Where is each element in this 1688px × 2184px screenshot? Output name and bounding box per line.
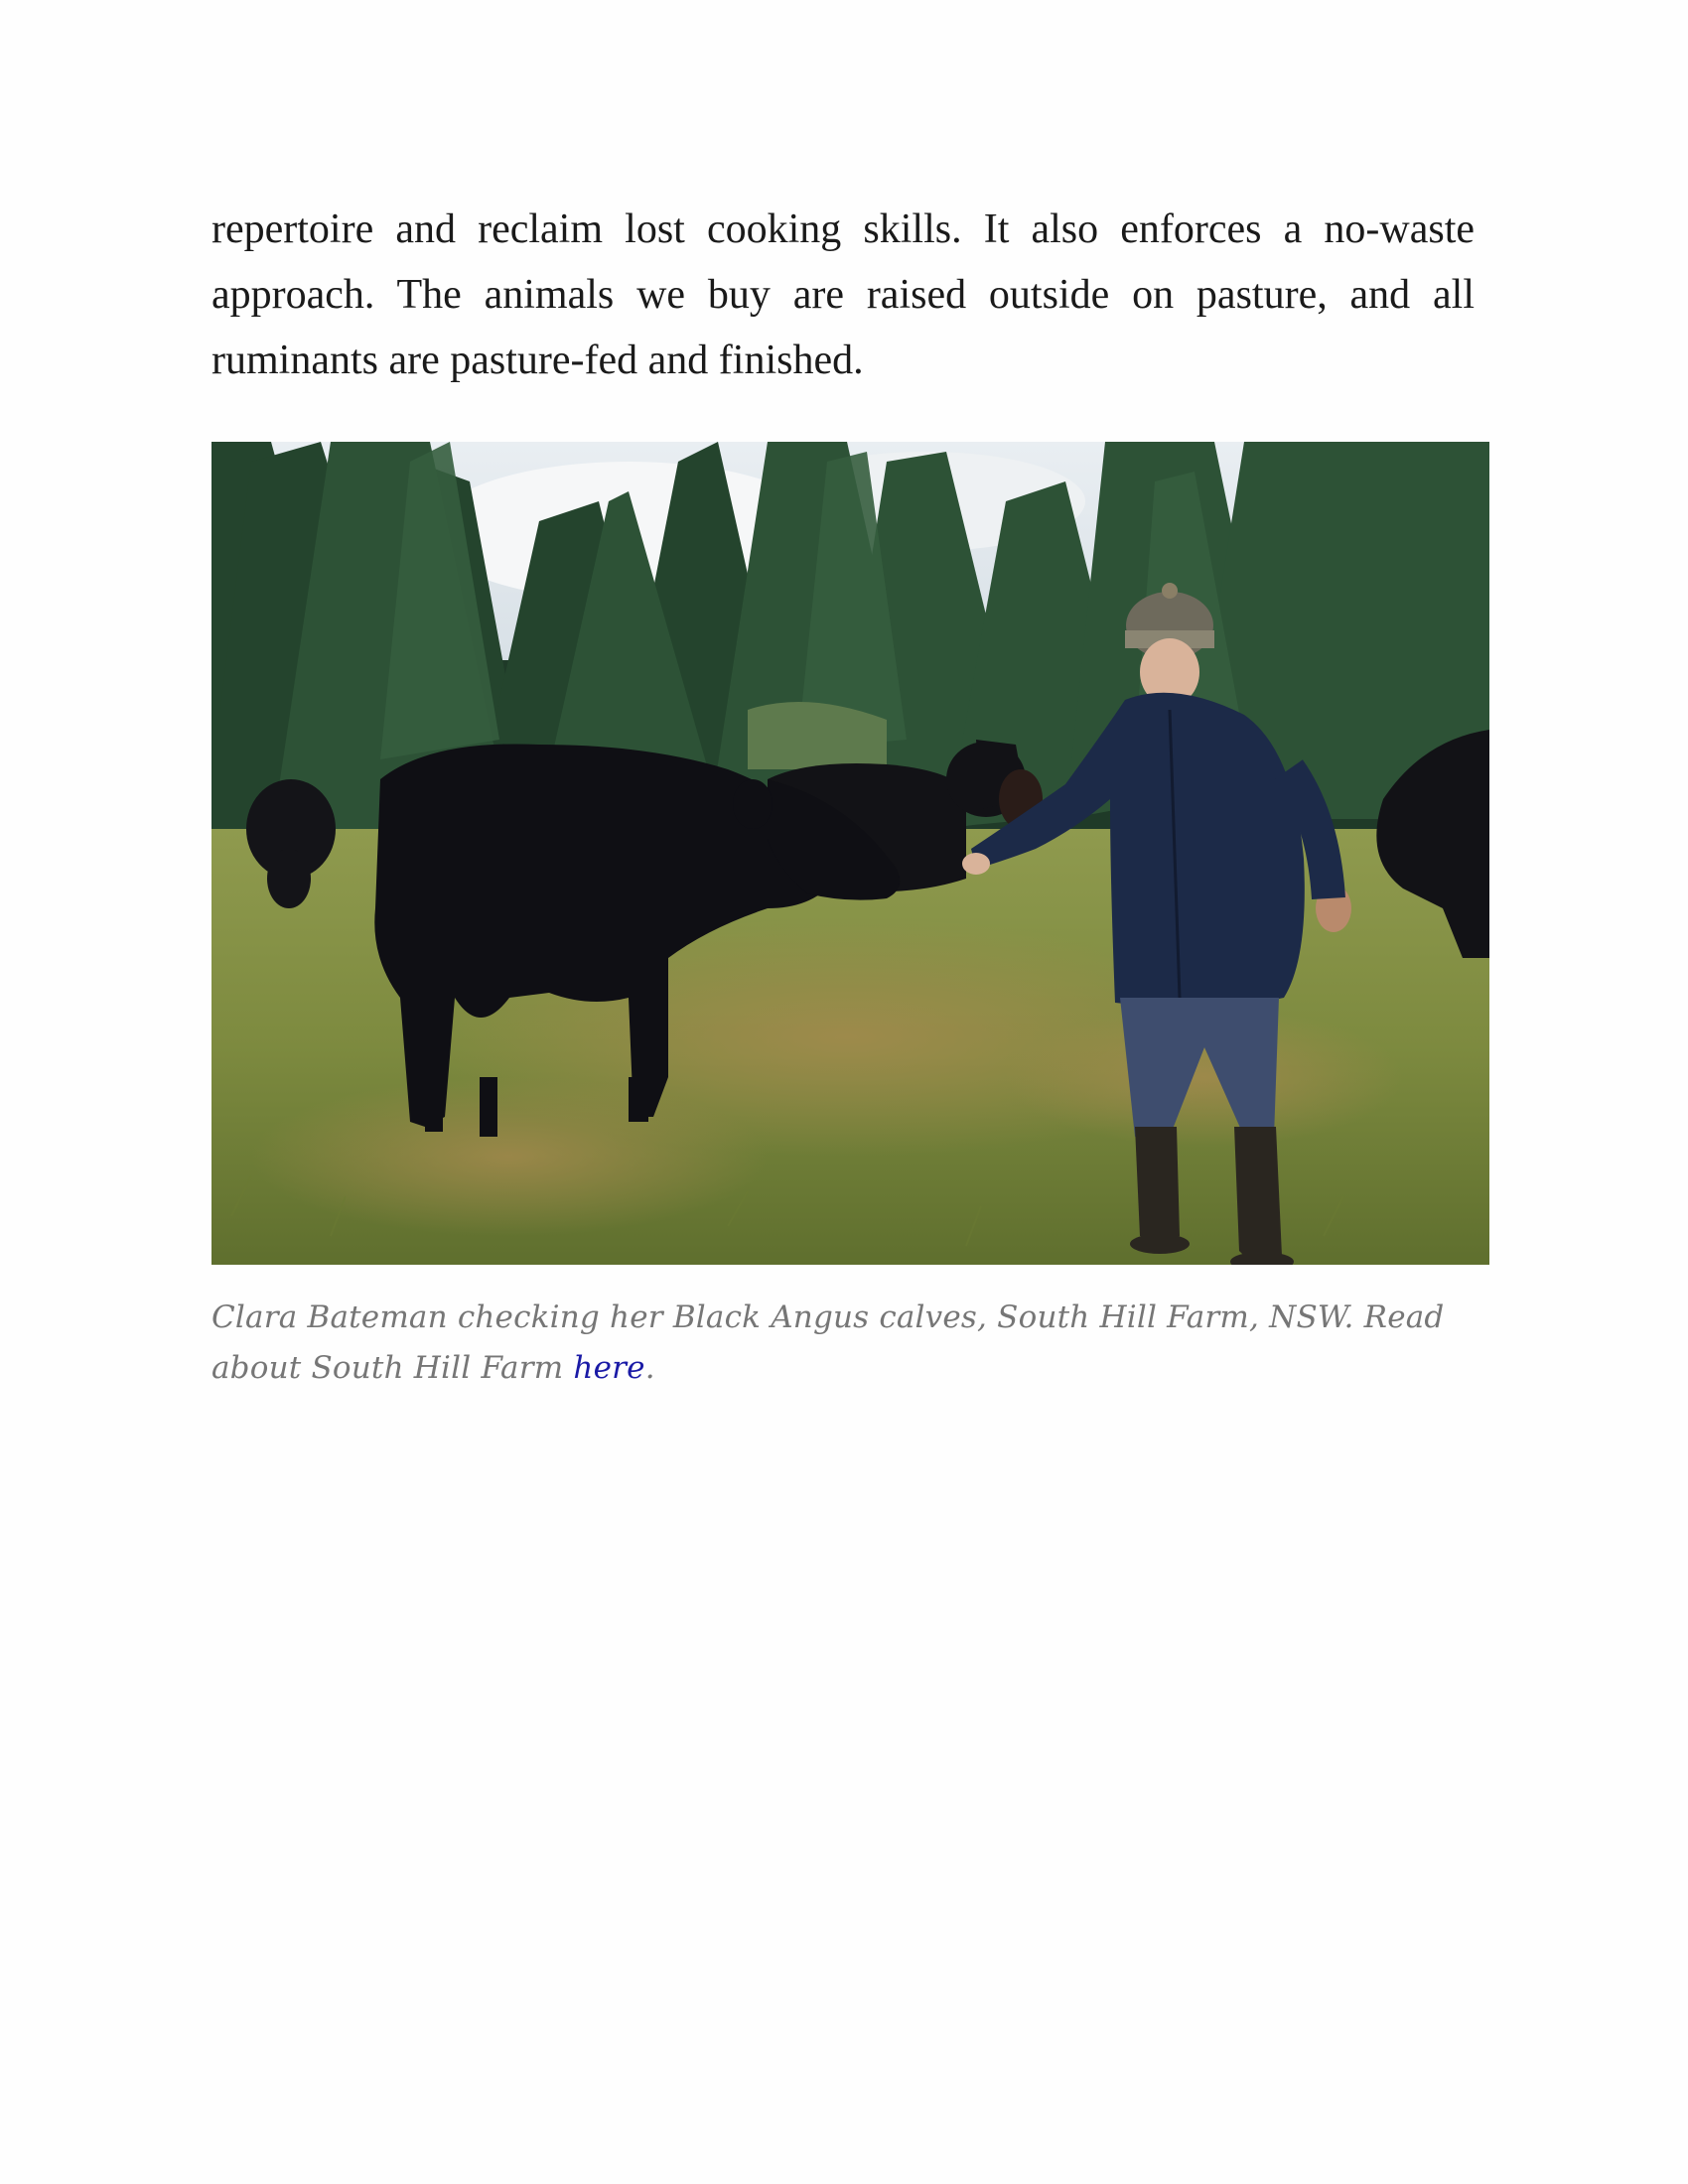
caption-text: Clara Bateman checking her Black Angus calves, South Hill Farm, NSW. Read about South Hill Farm	[211, 1299, 1445, 1386]
photo-illustration	[211, 442, 1489, 1265]
caption-end: .	[644, 1350, 655, 1386]
caption-link[interactable]: here	[573, 1350, 645, 1386]
body-paragraph: repertoire and reclaim lost cooking skills. It also enforces a no-waste approach. The animals we buy are raised outside on pasture, and all ruminants are pasture-fed and finished.	[211, 206, 1475, 383]
farm-photo	[211, 442, 1489, 1265]
photo-caption	[211, 1293, 1492, 1394]
